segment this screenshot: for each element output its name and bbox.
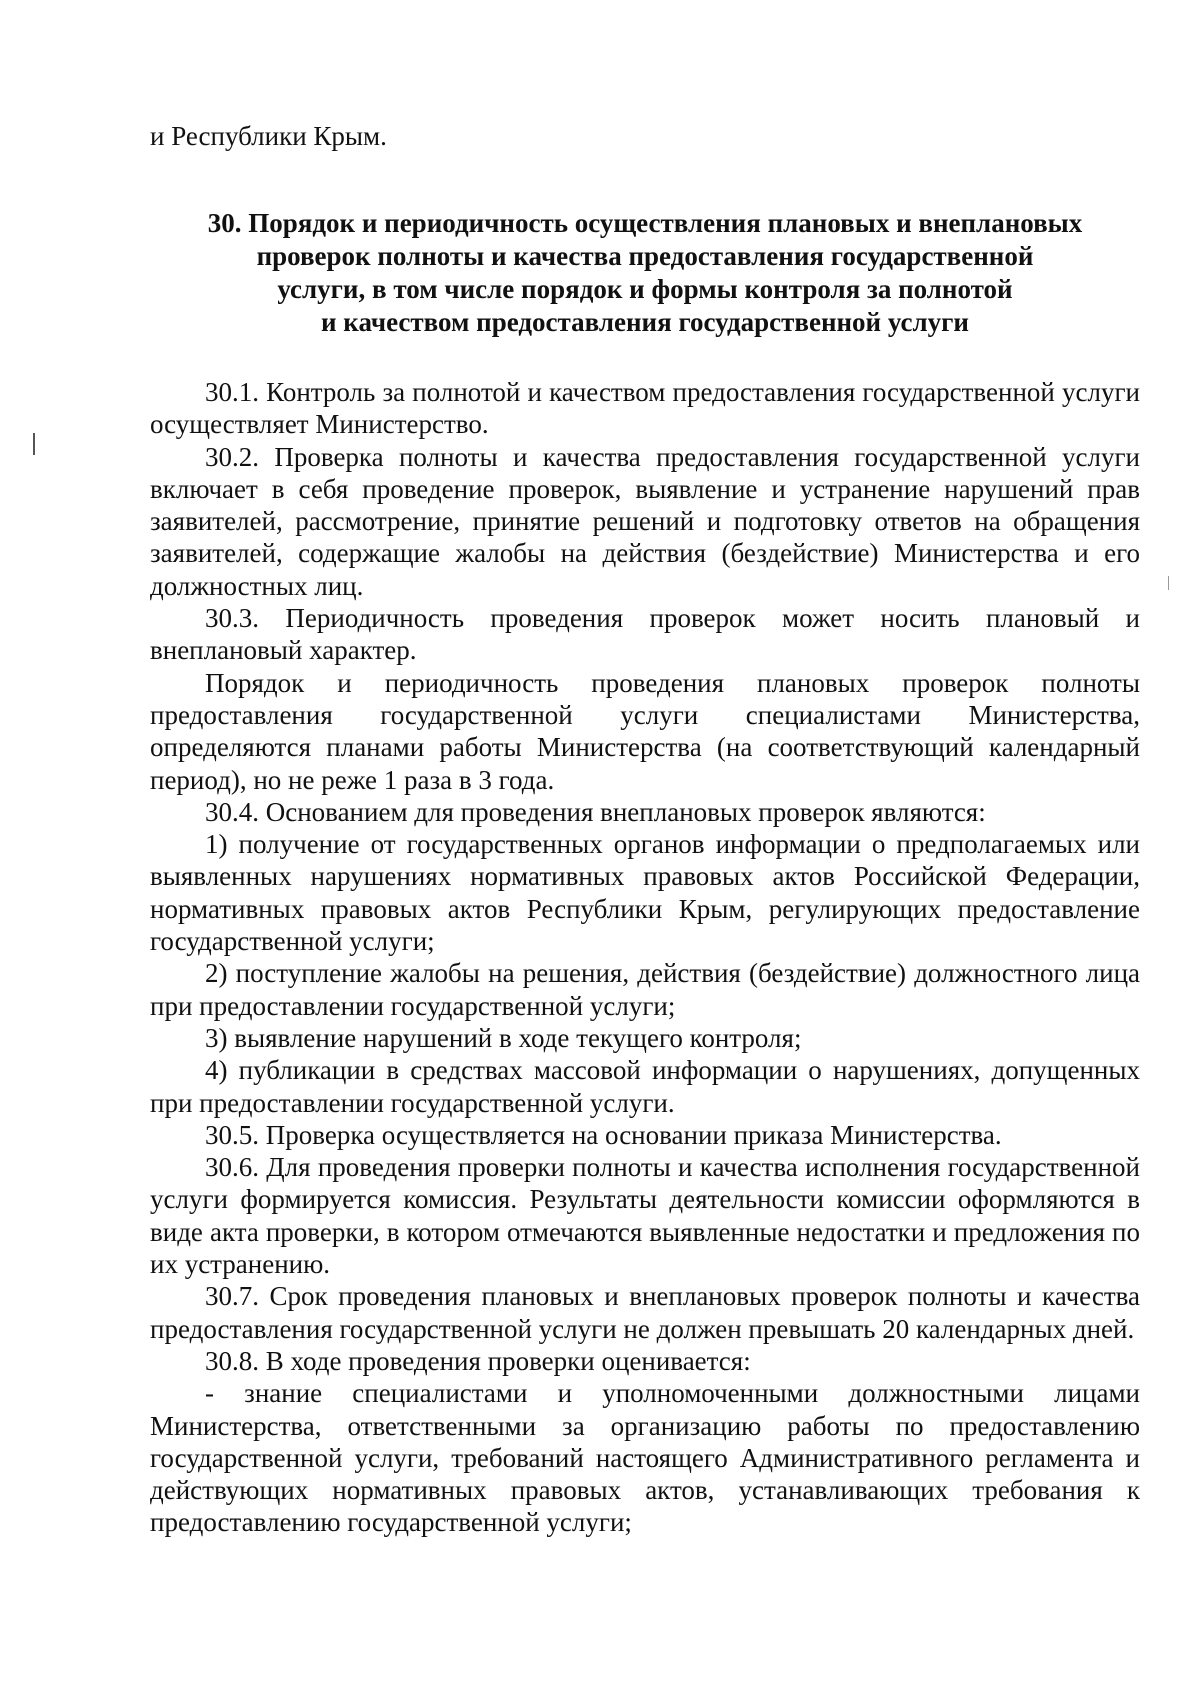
list-item-1: 1) получение от государственных органов информации о предполагаемых или выявленных нарушениях нормативных правовых актов Российской Федерации, нормативных правовых актов Республики Крым, регулирующих предоставление государственной услуги;: [150, 829, 1140, 957]
section-heading: [150, 207, 1140, 339]
paragraph-30-3: 30.3. Периодичность проведения проверок может носить плановый и внеплановый характер.: [150, 603, 1140, 666]
paragraph-30-8: 30.8. В ходе проведения проверки оценивается:: [205, 1345, 751, 1376]
heading-line-4: и качеством предоставления государственной услуги: [321, 307, 969, 337]
paragraph-30-4: 30.4. Основанием для проведения внеплановых проверок являются:: [205, 796, 986, 827]
right-margin-mark: [1168, 576, 1169, 590]
paragraph-schedule: Порядок и периодичность проведения плановых проверок полноты предоставления государственной услуги специалистами Министерства, определяются планами работы Министерства (на соответствующий календарный период), но не реже 1 раза в 3 года.: [150, 667, 1140, 795]
heading-line-2: проверок полноты и качества предоставления государственной: [256, 241, 1034, 271]
paragraph-30-5: 30.5. Проверка осуществляется на основании приказа Министерства.: [205, 1119, 1002, 1150]
list-item-2: 2) поступление жалобы на решения, действия (бездействие) должностного лица при предоставлении государственной услуги;: [150, 958, 1140, 1021]
paragraph-30-2: 30.2. Проверка полноты и качества предоставления государственной услуги включает в себя проведение проверок, выявление и устранение нарушений прав заявителей, рассмотрение, принятие решений и подготовку ответов на обращения заявителей, содержащие жалобы на действия (бездействие) Министерства и его должностных лиц.: [150, 441, 1140, 601]
bullet-item-knowledge: - знание специалистами и уполномоченными должностными лицами Министерства, ответственными за организацию работы по предоставлению государственной услуги, требований настоящего Административного регламента и действующих нормативных правовых актов, устанавливающих требования к предоставлению государственной услуги;: [150, 1378, 1140, 1538]
heading-line-1: 30. Порядок и периодичность осуществления плановых и внеплановых: [207, 208, 1083, 238]
left-margin-mark: [33, 433, 35, 455]
continuation-line: и Республики Крым.: [150, 121, 387, 151]
paragraph-30-7: 30.7. Срок проведения плановых и внеплановых проверок полноты и качества предоставления государственной услуги не должен превышать 20 календарных дней.: [150, 1281, 1140, 1344]
document-page: [150, 120, 1140, 1539]
list-item-3: 3) выявление нарушений в ходе текущего контроля;: [205, 1022, 802, 1053]
paragraph-30-6: 30.6. Для проведения проверки полноты и качества исполнения государственной услуги формируется комиссия. Результаты деятельности комиссии оформляются в виде акта проверки, в котором отмечаются выявленные недостатки и предложения по их устранению.: [150, 1152, 1140, 1280]
list-item-4: 4) публикации в средствах массовой информации о нарушениях, допущенных при предоставлении государственной услуги.: [150, 1055, 1140, 1118]
heading-line-3: услуги, в том числе порядок и формы контроля за полнотой: [277, 274, 1013, 304]
section-body: [150, 376, 1140, 1539]
paragraph-30-1: 30.1. Контроль за полнотой и качеством предоставления государственной услуги осуществляет Министерство.: [150, 377, 1140, 440]
